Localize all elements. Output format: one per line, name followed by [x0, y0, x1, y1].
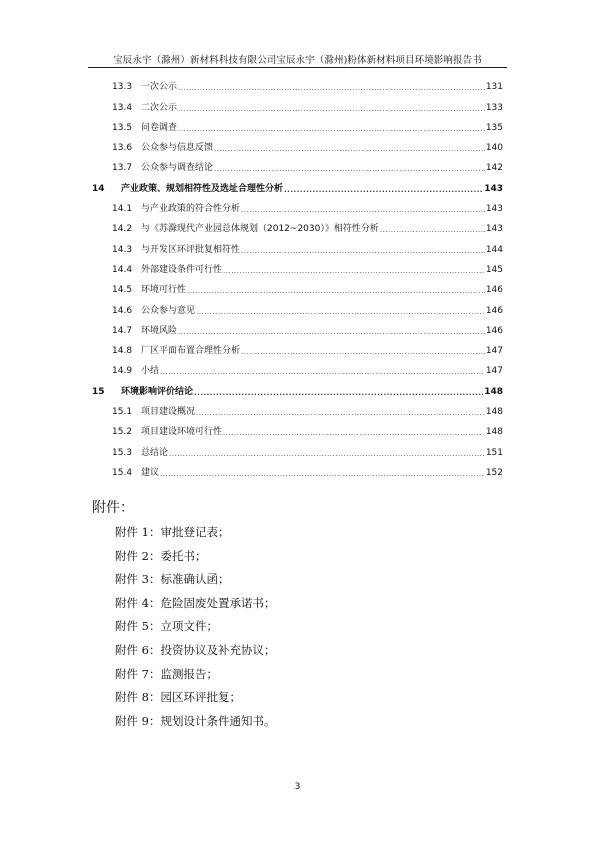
toc-entry-number: 13.7: [112, 163, 133, 174]
toc-entry-title: 厂区平面布置合理性分析: [141, 346, 241, 357]
toc-entry[interactable]: [92, 275, 503, 295]
toc-leader-dots: [178, 125, 485, 133]
toc-entry-page: 143: [485, 224, 503, 235]
toc-entry[interactable]: [92, 316, 503, 336]
toc-entry-title: 项目建设概况: [141, 407, 196, 418]
toc-entry[interactable]: [92, 133, 503, 153]
toc-leader-dots: [214, 145, 485, 153]
toc-leader-dots: [241, 348, 485, 356]
toc-entry-number: 15.4: [112, 467, 133, 478]
toc-entry-number: 14.9: [112, 366, 133, 377]
toc-leader-dots: [223, 429, 485, 437]
toc-entry-page: 148: [485, 407, 503, 418]
attachment-item: 附件 5：立项文件；: [115, 619, 218, 634]
toc-leader-dots: [187, 287, 485, 295]
toc-entry-title: 公众参与信息反馈: [141, 143, 214, 154]
toc-entry-page: 146: [485, 285, 503, 296]
toc-entry-title: 与产业政策的符合性分析: [141, 204, 241, 215]
attachment-item: 附件 8：园区环评批复；: [115, 690, 241, 705]
toc-leader-dots: [380, 226, 485, 234]
toc-entry-number: 13.6: [112, 143, 133, 154]
attachment-item: 附件 7：监测报告；: [115, 666, 218, 681]
toc-entry-title: 建议: [141, 467, 160, 478]
toc-entry-number: 14.5: [112, 285, 133, 296]
toc-leader-dots: [241, 206, 485, 214]
toc-entry-number: 15.1: [112, 407, 133, 418]
toc-entry[interactable]: [92, 437, 503, 457]
toc-entry-number: 15: [92, 386, 105, 397]
table-of-contents: [92, 72, 503, 478]
toc-entry-title: 环境影响评价结论: [121, 386, 194, 397]
toc-entry-title: 与开发区环评批复相符性: [141, 244, 241, 255]
toc-entry-title: 环境风险: [141, 325, 178, 336]
toc-entry-page: 146: [485, 325, 503, 336]
toc-entry-number: 14.4: [112, 264, 133, 275]
toc-leader-dots: [196, 308, 485, 316]
toc-leader-dots: [223, 267, 485, 275]
toc-entry-title: 公众参与意见: [141, 305, 196, 316]
toc-entry-title: 与《苏滁现代产业园总体规划（2012~2030）》相符性分析: [141, 224, 379, 235]
toc-entry[interactable]: [92, 214, 503, 234]
toc-entry[interactable]: [92, 92, 503, 112]
toc-entry[interactable]: [92, 417, 503, 437]
toc-entry-page: 147: [485, 346, 503, 357]
toc-entry-page: 145: [485, 264, 503, 275]
toc-entry-number: 13.5: [112, 122, 133, 133]
toc-entry-page: 146: [485, 305, 503, 316]
toc-entry-number: 14.8: [112, 346, 133, 357]
toc-leader-dots: [178, 84, 485, 92]
toc-entry-page: 148: [485, 427, 503, 438]
toc-entry-number: 14.2: [112, 224, 133, 235]
toc-entry-title: 总结论: [141, 447, 169, 458]
attachment-item: 附件 1：审批登记表；: [115, 525, 230, 539]
toc-entry-title: 环境可行性: [141, 285, 187, 296]
toc-entry[interactable]: [92, 173, 503, 193]
toc-entry-title: 二次公示: [141, 102, 178, 113]
toc-leader-dots: [284, 186, 483, 194]
toc-leader-dots: [160, 368, 485, 376]
toc-leader-dots: [160, 470, 485, 478]
toc-entry-title: 产业政策、规划相符性及选址合理性分析: [121, 183, 284, 194]
toc-entry-page: 143: [485, 204, 503, 215]
toc-leader-dots: [196, 409, 485, 417]
toc-entry-title: 一次公示: [141, 82, 178, 93]
toc-entry-page: 135: [485, 122, 503, 133]
toc-entry-title: 公众参与调查结论: [141, 163, 214, 174]
toc-entry[interactable]: [92, 458, 503, 478]
toc-entry-page: 131: [485, 82, 503, 93]
toc-entry-page: 147: [485, 366, 503, 377]
toc-entry-number: 14.3: [112, 244, 133, 255]
attachments-title: 附件：: [92, 500, 134, 516]
toc-leader-dots: [194, 389, 483, 397]
toc-leader-dots: [169, 450, 485, 458]
toc-entry[interactable]: [92, 356, 503, 376]
toc-entry-page: 152: [485, 467, 503, 478]
toc-entry[interactable]: [92, 397, 503, 417]
attachments-list: [115, 524, 275, 736]
toc-entry-title: 小结: [141, 366, 160, 377]
page-header: 宝辰永宇（滁州）新材料科技有限公司宝辰永宇（滁州)粉体新材料项目环境影响报告书: [113, 55, 482, 66]
toc-entry[interactable]: [92, 255, 503, 275]
header-rule: [88, 67, 507, 68]
toc-entry-title: 外部建设条件可行性: [141, 264, 223, 275]
toc-entry[interactable]: [92, 153, 503, 173]
toc-entry-number: 15.3: [112, 447, 133, 458]
toc-leader-dots: [178, 328, 485, 336]
toc-entry-title: 问卷调查: [141, 122, 178, 133]
toc-entry-page: 140: [485, 143, 503, 154]
toc-entry[interactable]: [92, 234, 503, 254]
toc-leader-dots: [214, 165, 485, 173]
toc-entry-page: 142: [485, 163, 503, 174]
toc-entry-number: 14.7: [112, 325, 133, 336]
page-number: 3: [294, 782, 301, 792]
toc-leader-dots: [178, 105, 485, 113]
attachment-item: 附件 3：标准确认函；: [115, 572, 230, 587]
toc-entry[interactable]: [92, 336, 503, 356]
toc-entry-title: 项目建设环境可行性: [141, 427, 223, 438]
toc-entry-number: 14: [92, 183, 105, 194]
toc-entry-number: 15.2: [112, 427, 133, 438]
attachment-item: 附件 4：危险固废处置承诺书；: [115, 595, 276, 610]
toc-entry-number: 13.4: [112, 102, 133, 113]
toc-leader-dots: [241, 247, 485, 255]
toc-entry-number: 13.3: [112, 82, 133, 93]
toc-entry-page: 151: [485, 447, 503, 458]
toc-entry-page: 144: [485, 244, 503, 255]
attachment-item: 附件 2：委托书；: [115, 548, 207, 563]
attachment-item: 附件 9：规划设计条件通知书。: [115, 713, 276, 728]
attachment-item: 附件 6：投资协议及补充协议；: [115, 642, 276, 657]
toc-entry-number: 14.1: [112, 204, 133, 215]
toc-entry[interactable]: [92, 113, 503, 133]
toc-entry-number: 14.6: [112, 305, 133, 316]
toc-entry-page: 148: [484, 386, 503, 397]
toc-entry[interactable]: [92, 295, 503, 315]
toc-entry-page: 133: [485, 102, 503, 113]
toc-entry[interactable]: [92, 194, 503, 214]
toc-entry[interactable]: [92, 72, 503, 92]
toc-entry-page: 143: [484, 183, 503, 194]
toc-entry[interactable]: [92, 376, 503, 396]
